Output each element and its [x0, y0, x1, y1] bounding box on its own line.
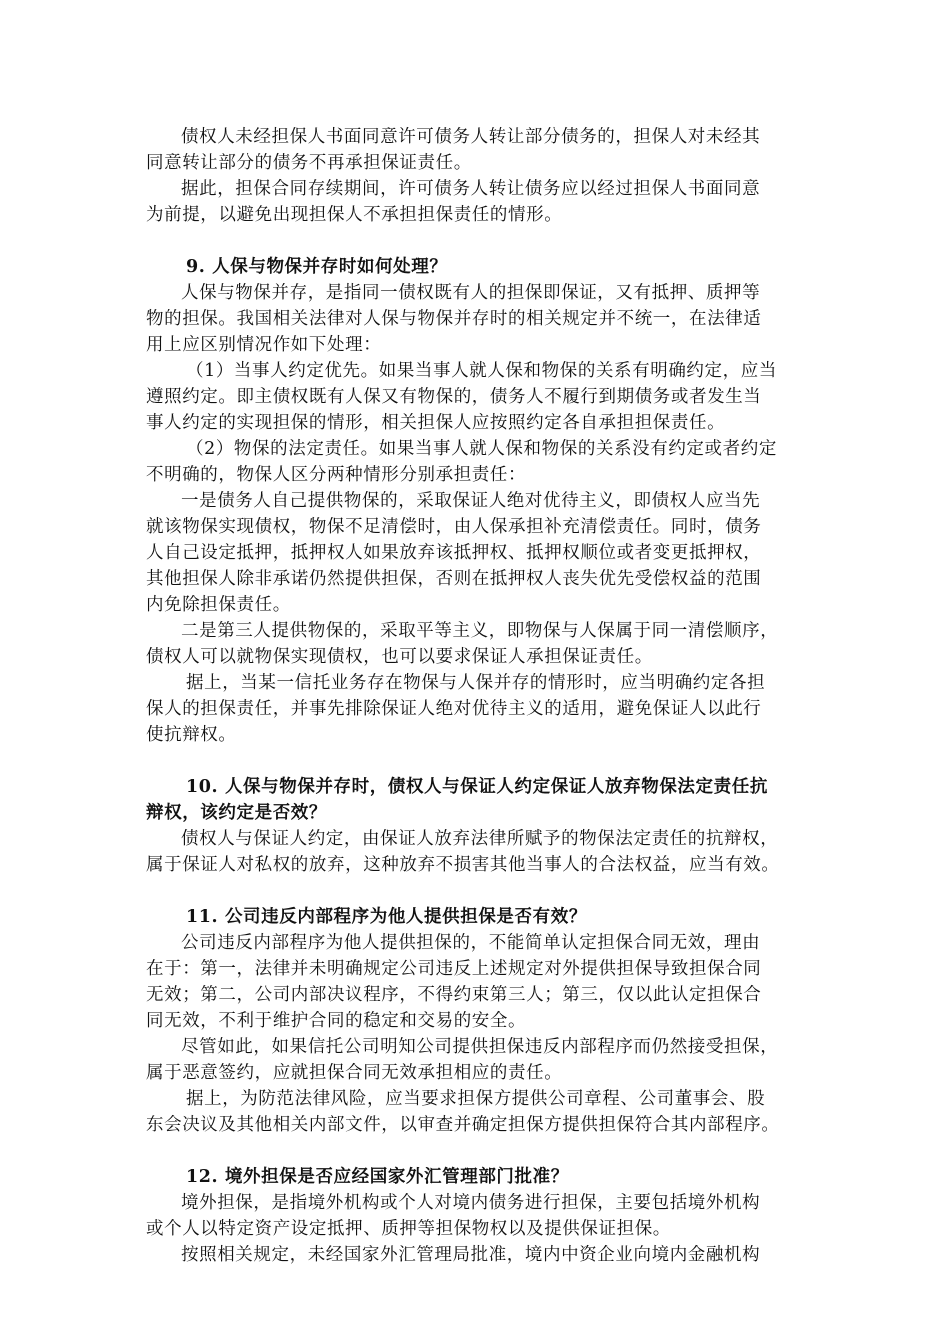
- paragraph-line: 尽管如此，如果信托公司明知公司提供担保违反内部程序而仍然接受担保，: [181, 1037, 779, 1057]
- paragraph-line: 不明确的，物保人区分两种情形分别承担责任：: [146, 465, 527, 485]
- paragraph-line: 无效；第二，公司内部决议程序，不得约束第三人；第三，仅以此认定担保合: [146, 985, 762, 1005]
- paragraph-line: 同意转让部分的债务不再承担保证责任。: [146, 153, 472, 173]
- paragraph-line: 或个人以特定资产设定抵押、质押等担保物权以及提供保证担保。: [146, 1219, 671, 1239]
- paragraph-line: 据上，为防范法律风险，应当要求担保方提供公司章程、公司董事会、股: [186, 1089, 766, 1109]
- paragraph-line: 按照相关规定，未经国家外汇管理局批准，境内中资企业向境内金融机构: [181, 1245, 761, 1265]
- paragraph-line: 债权人与保证人约定，由保证人放弃法律所赋予的物保法定责任的抗辩权，: [181, 829, 779, 849]
- paragraph-line: 用上应区别情况作如下处理：: [146, 335, 382, 355]
- section-heading-11: 11. 公司违反内部程序为他人提供担保是否有效？: [186, 907, 587, 927]
- paragraph-line: 其他担保人除非承诺仍然提供担保，否则在抵押权人丧失优先受偿权益的范围: [146, 569, 762, 589]
- paragraph-line: （2）物保的法定责任。如果当事人就人保和物保的关系没有约定或者约定: [186, 439, 777, 459]
- paragraph-line: 就该物保实现债权，物保不足清偿时，由人保承担补充清偿责任。同时，债务: [146, 517, 762, 537]
- paragraph-line: （1）当事人约定优先。如果当事人就人保和物保的关系有明确约定，应当: [186, 361, 777, 381]
- paragraph-line: 内免除担保责任。: [146, 595, 291, 615]
- section-heading-9: 9. 人保与物保并存时如何处理？: [186, 257, 448, 277]
- paragraph-line: 境外担保，是指境外机构或个人对境内债务进行担保，主要包括境外机构: [181, 1193, 761, 1213]
- paragraph-line: 人保与物保并存，是指同一债权既有人的担保即保证，又有抵押、质押等: [181, 283, 761, 303]
- paragraph-line: 在于：第一，法律并未明确规定公司违反上述规定对外提供担保导致担保合同: [146, 959, 762, 979]
- section-heading-10: 10. 人保与物保并存时，债权人与保证人约定保证人放弃物保法定责任抗: [186, 777, 768, 797]
- paragraph-line: 物的担保。我国相关法律对人保与物保并存时的相关规定并不统一，在法律适: [146, 309, 762, 329]
- paragraph-line: 据上，当某一信托业务存在物保与人保并存的情形时，应当明确约定各担: [186, 673, 766, 693]
- paragraph-line: 债权人可以就物保实现债权，也可以要求保证人承担保证责任。: [146, 647, 653, 667]
- paragraph-line: 人自己设定抵押，抵押权人如果放弃该抵押权、抵押权顺位或者变更抵押权，: [146, 543, 762, 563]
- paragraph-line: 东会决议及其他相关内部文件，以审查并确定担保方提供担保符合其内部程序。: [146, 1115, 780, 1135]
- paragraph-line: 债权人未经担保人书面同意许可债务人转让部分债务的，担保人对未经其: [181, 127, 761, 147]
- section-heading-12: 12. 境外担保是否应经国家外汇管理部门批准？: [186, 1167, 569, 1187]
- paragraph-line: 同无效，不利于维护合同的稳定和交易的安全。: [146, 1011, 527, 1031]
- paragraph-line: 属于保证人对私权的放弃，这种放弃不损害其他当事人的合法权益，应当有效。: [146, 855, 780, 875]
- paragraph-line: 据此，担保合同存续期间，许可债务人转让债务应以经过担保人书面同意: [181, 179, 761, 199]
- section-heading-10-cont: 辩权，该约定是否效？: [146, 803, 327, 823]
- paragraph-line: 一是债务人自己提供物保的，采取保证人绝对优待主义，即债权人应当先: [181, 491, 761, 511]
- paragraph-line: 公司违反内部程序为他人提供担保的，不能简单认定担保合同无效，理由: [181, 933, 761, 953]
- paragraph-line: 为前提，以避免出现担保人不承担担保责任的情形。: [146, 205, 563, 225]
- paragraph-line: 二是第三人提供物保的，采取平等主义，即物保与人保属于同一清偿顺序，: [181, 621, 779, 641]
- paragraph-line: 遵照约定。即主债权既有人保又有物保的，债务人不履行到期债务或者发生当: [146, 387, 762, 407]
- paragraph-line: 属于恶意签约，应就担保合同无效承担相应的责任。: [146, 1063, 563, 1083]
- paragraph-line: 保人的担保责任，并事先排除保证人绝对优待主义的适用，避免保证人以此行: [146, 699, 762, 719]
- paragraph-line: 事人约定的实现担保的情形，相关担保人应按照约定各自承担担保责任。: [146, 413, 726, 433]
- paragraph-line: 使抗辩权。: [146, 725, 237, 745]
